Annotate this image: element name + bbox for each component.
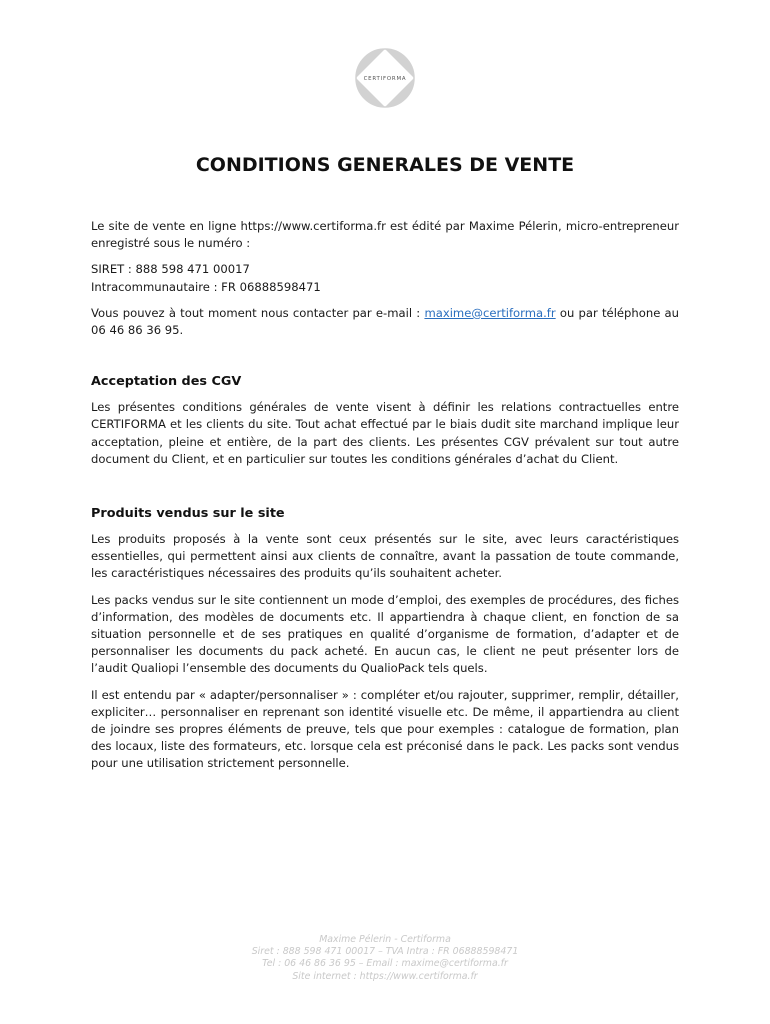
document-title: CONDITIONS GENERALES DE VENTE bbox=[195, 154, 575, 176]
produits-paragraph-2: Les packs vendus sur le site contiennent un mode d’emploi, des exemples de procédures, des fiches d’information, des modèles de documents etc. Il appartiendra à chaque client, en fonction de sa situation personnelle et de ses pratiques en qualité d’organisme de formation, d’adapter et de personnaliser les documents du pack acheté. En aucun cas, le client ne peut présenter lors de l’audit Qualiopi l’ensemble des documents du QualioPack tels quels. bbox=[91, 592, 679, 676]
contact-text-after: ou par téléphone au 06 46 86 36 95. bbox=[91, 305, 680, 338]
intracom-line: Intracommunautaire : FR 06888598471 bbox=[91, 279, 321, 294]
produits-paragraph-3: Il est entendu par « adapter/personnaliser » : compléter et/ou rajouter, supprimer, remplir, détailler, expliciter… personnaliser en reprenant son identité visuelle etc. De même, il appartiendra au client de joindre ses propres éléments de preuve, tels que pour exemples : catalogue de formation, plan des locaux, liste des formateurs, etc. lorsque cela est préconisé dans le pack. Les packs sont vendus pour une utilisation strictement personnelle. bbox=[91, 687, 679, 771]
siret-line: SIRET : 888 598 471 00017 bbox=[91, 262, 250, 277]
document-body bbox=[91, 218, 679, 782]
logo-text: CERTIFORMA bbox=[363, 76, 407, 83]
contact-paragraph bbox=[91, 305, 679, 339]
acceptation-paragraph: Les présentes conditions générales de vente visent à définir les relations contractuelles entre CERTIFORMA et les clients du site. Tout achat effectué par le biais dudit site marchand implique leur acceptation, pleine et entière, de la part des clients. Les présentes CGV prévalent sur tout autre document du Client, et en particulier sur toutes les conditions générales d’achat du Client. bbox=[91, 400, 679, 466]
intro-paragraph: Le site de vente en ligne https://www.certiforma.fr est édité par Maxime Pélerin, micro-entrepreneur enregistré sous le numéro : bbox=[91, 219, 679, 251]
section-heading-acceptation: Acceptation des CGV bbox=[91, 374, 242, 390]
footer-line-name: Maxime Pélerin - Certiforma bbox=[319, 934, 451, 945]
logo-mark-icon bbox=[355, 48, 415, 108]
section-heading-produits: Produits vendus sur le site bbox=[91, 506, 285, 522]
footer-line-contact: Tel : 06 46 86 36 95 – Email : maxime@certiforma.fr bbox=[262, 958, 508, 970]
page-footer bbox=[0, 934, 770, 983]
contact-text-before: Vous pouvez à tout moment nous contacter par e-mail : bbox=[91, 305, 425, 320]
footer-line-website: Site internet : https://www.certiforma.fr bbox=[292, 970, 478, 982]
certiforma-logo bbox=[355, 48, 415, 108]
produits-paragraph-1: Les produits proposés à la vente sont ceux présentés sur le site, avec leurs caractéristiques essentielles, qui permettent ainsi aux clients de connaître, avant la passation de toute commande, les caractéristiques nécessaires des produits qu’ils souhaitent acheter. bbox=[91, 532, 679, 581]
email-link[interactable]: maxime@certiforma.fr bbox=[424, 305, 556, 320]
footer-line-siret: Siret : 888 598 471 00017 – TVA Intra : FR 06888598471 bbox=[251, 946, 519, 958]
